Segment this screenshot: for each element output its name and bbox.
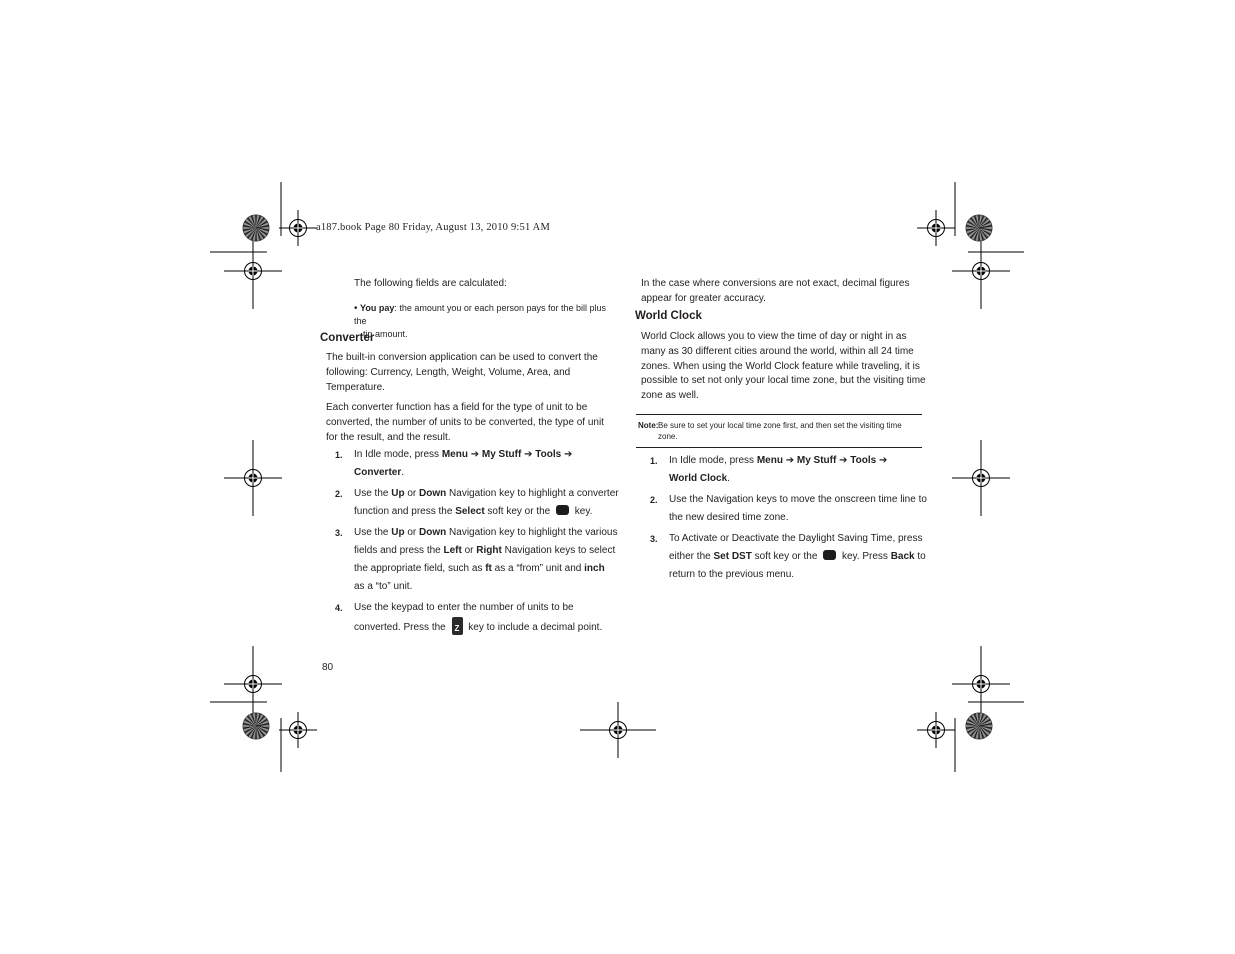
step-number: 3.: [335, 528, 343, 538]
keypad-seven-key-icon: [452, 617, 463, 635]
registration-crosshair-icon: [224, 440, 282, 516]
inch-label: inch: [584, 563, 605, 574]
step-text-run: Use the: [354, 527, 392, 538]
step-text-run: Use the keypad to enter the number of units to be: [354, 602, 574, 613]
world-clock-label: World Clock: [669, 473, 728, 484]
up-label: Up: [391, 488, 405, 499]
step-text-run: or: [404, 527, 420, 538]
step-number: 2.: [650, 495, 658, 505]
printer-rosette-icon: [966, 713, 992, 739]
back-label: Back: [890, 551, 915, 562]
registration-crosshair-icon: [952, 233, 1010, 309]
period: .: [727, 473, 730, 484]
step-text: [669, 491, 927, 527]
you-pay-term: You pay: [360, 303, 395, 313]
down-label: Down: [419, 527, 447, 538]
registration-crosshair-icon: [279, 712, 317, 748]
step-number: 1.: [335, 450, 343, 460]
note-line-1: Be sure to set your local time zone first, and then set the visiting time: [658, 421, 902, 430]
converter-para-1-line-2: following: Currency, Length, Weight, Volume, Area, and: [326, 366, 571, 378]
arrow: ➔: [876, 455, 888, 466]
step-text-run: Use the: [354, 488, 392, 499]
menu-label: Menu: [756, 455, 783, 466]
right-label: Right: [476, 545, 502, 556]
step-text-run: to: [914, 551, 926, 562]
registration-crosshair-icon: [224, 233, 282, 309]
step-text-run: key to include a decimal point.: [465, 622, 603, 633]
registration-crosshair-icon: [224, 646, 282, 722]
accuracy-line-1: In the case where conversions are not exact, decimal figures: [641, 278, 910, 289]
world-clock-line-1: World Clock allows you to view the time of day or night in as: [641, 331, 907, 342]
world-clock-line-3: zones. When using the World Clock feature while traveling, it is: [641, 360, 920, 372]
bullet-dot: •: [354, 303, 358, 314]
accuracy-line-2: appear for greater accuracy.: [641, 292, 766, 304]
world-clock-line-5: zone as well.: [641, 390, 699, 402]
registration-crosshair-icon: [952, 440, 1010, 516]
arrow: ➔: [836, 455, 851, 466]
registration-crosshair-icon: [917, 210, 955, 246]
key-label: Z: [454, 624, 460, 633]
you-pay-bullet: [354, 302, 609, 341]
select-label: Select: [455, 506, 485, 517]
step-text: [669, 530, 926, 584]
step-text-run: key.: [572, 506, 593, 517]
printer-rosette-icon: [243, 713, 269, 739]
my-stuff-label: My Stuff: [796, 455, 837, 466]
down-label: Down: [419, 488, 447, 499]
arrow: ➔: [521, 449, 536, 460]
step-number: 1.: [650, 456, 658, 466]
step-text: [354, 446, 572, 482]
step-text-run: as a “to” unit.: [354, 581, 413, 592]
my-stuff-label: My Stuff: [481, 449, 522, 460]
converter-para-1: [326, 351, 598, 395]
step-text-run: or: [404, 488, 420, 499]
world-clock-heading: World Clock: [635, 310, 702, 322]
world-clock-line-2: many as 30 different cities around the world, within all 24 time: [641, 345, 914, 357]
period: .: [401, 467, 405, 478]
step-text-run: function and press the: [354, 506, 456, 517]
step-text-run: Use the Navigation keys to move the onscreen time line to: [669, 494, 927, 505]
page-number: 80: [322, 662, 334, 673]
step-text-run: as a “from” unit and: [491, 563, 585, 574]
registration-crosshair-icon: [952, 646, 1010, 722]
step-text: [669, 452, 887, 488]
left-label: Left: [443, 545, 462, 556]
step-text-run: return to the previous menu.: [669, 569, 795, 580]
step-text-run: key. Press: [839, 551, 891, 562]
tools-label: Tools: [535, 449, 562, 460]
step-text-run: Navigation key to highlight a converter: [446, 488, 619, 499]
set-dst-label: Set DST: [713, 551, 752, 562]
arrow: ➔: [782, 455, 797, 466]
converter-para-2: [326, 401, 604, 445]
step-number: 4.: [335, 603, 343, 613]
conversion-accuracy-para: [641, 277, 909, 307]
step-text: [354, 524, 617, 596]
converter-para-2-line-1: Each converter function has a field for the type of unit to be: [326, 402, 588, 413]
step-number: 3.: [650, 534, 658, 544]
ft-label: ft: [485, 563, 492, 574]
step-text-run: To Activate or Deactivate the Daylight Saving Time, press: [669, 533, 923, 544]
step-text-run: In Idle mode, press: [669, 455, 757, 466]
note-text: [658, 421, 922, 442]
arrow: ➔: [561, 449, 573, 460]
step-text-run: the appropriate field, such as: [354, 563, 486, 574]
step-number: 2.: [335, 489, 343, 499]
step-text-run: fields and press the: [354, 545, 444, 556]
registration-crosshair-icon: [917, 712, 955, 748]
you-pay-text: : the amount you or each person pays for the bill plus the: [354, 303, 606, 326]
up-label: Up: [391, 527, 405, 538]
printer-rosette-icon: [966, 215, 992, 241]
note-line-2: zone.: [658, 431, 678, 441]
step-text-run: Navigation keys to select: [501, 545, 616, 556]
step-text-run: converted. Press the: [354, 622, 449, 633]
step-text-run: Navigation key to highlight the various: [446, 527, 618, 538]
step-text-run: soft key or the: [484, 506, 554, 517]
menu-label: Menu: [441, 449, 468, 460]
tools-label: Tools: [850, 455, 877, 466]
step-text-run: or: [461, 545, 477, 556]
registration-crosshair-icon: [279, 210, 317, 246]
printer-rosette-icon: [243, 215, 269, 241]
converter-para-2-line-3: for the result, and the result.: [326, 431, 451, 443]
registration-crosshair-icon: [580, 702, 656, 758]
step-text: [354, 599, 602, 637]
converter-label: Converter: [354, 467, 402, 478]
world-clock-line-4: possible to set not only your local time zone, but the visiting time: [641, 375, 926, 387]
converter-para-1-line-1: The built-in conversion application can be used to convert the: [326, 352, 598, 363]
note-box: [636, 414, 922, 448]
step-text-run: either the: [669, 551, 714, 562]
book-header-line: a187.book Page 80 Friday, August 13, 2010 9:51 AM: [316, 222, 550, 233]
converter-heading: Converter: [320, 332, 375, 344]
converter-para-2-line-2: converted, the number of units to be converted, the type of unit: [326, 416, 604, 428]
note-label: Note:: [638, 421, 659, 430]
step-text-run: soft key or the: [751, 551, 821, 562]
step-text-run: In Idle mode, press: [354, 449, 442, 460]
you-pay-text-2: tip amount.: [363, 329, 408, 339]
arrow: ➔: [467, 449, 482, 460]
world-clock-para: [641, 330, 926, 404]
black-softkey-icon: [823, 550, 836, 560]
calculated-fields-intro: The following fields are calculated:: [354, 278, 507, 289]
black-softkey-icon: [556, 505, 569, 515]
step-text: [354, 485, 619, 521]
converter-para-1-line-3: Temperature.: [326, 381, 385, 393]
step-text-run: the new desired time zone.: [669, 512, 789, 523]
